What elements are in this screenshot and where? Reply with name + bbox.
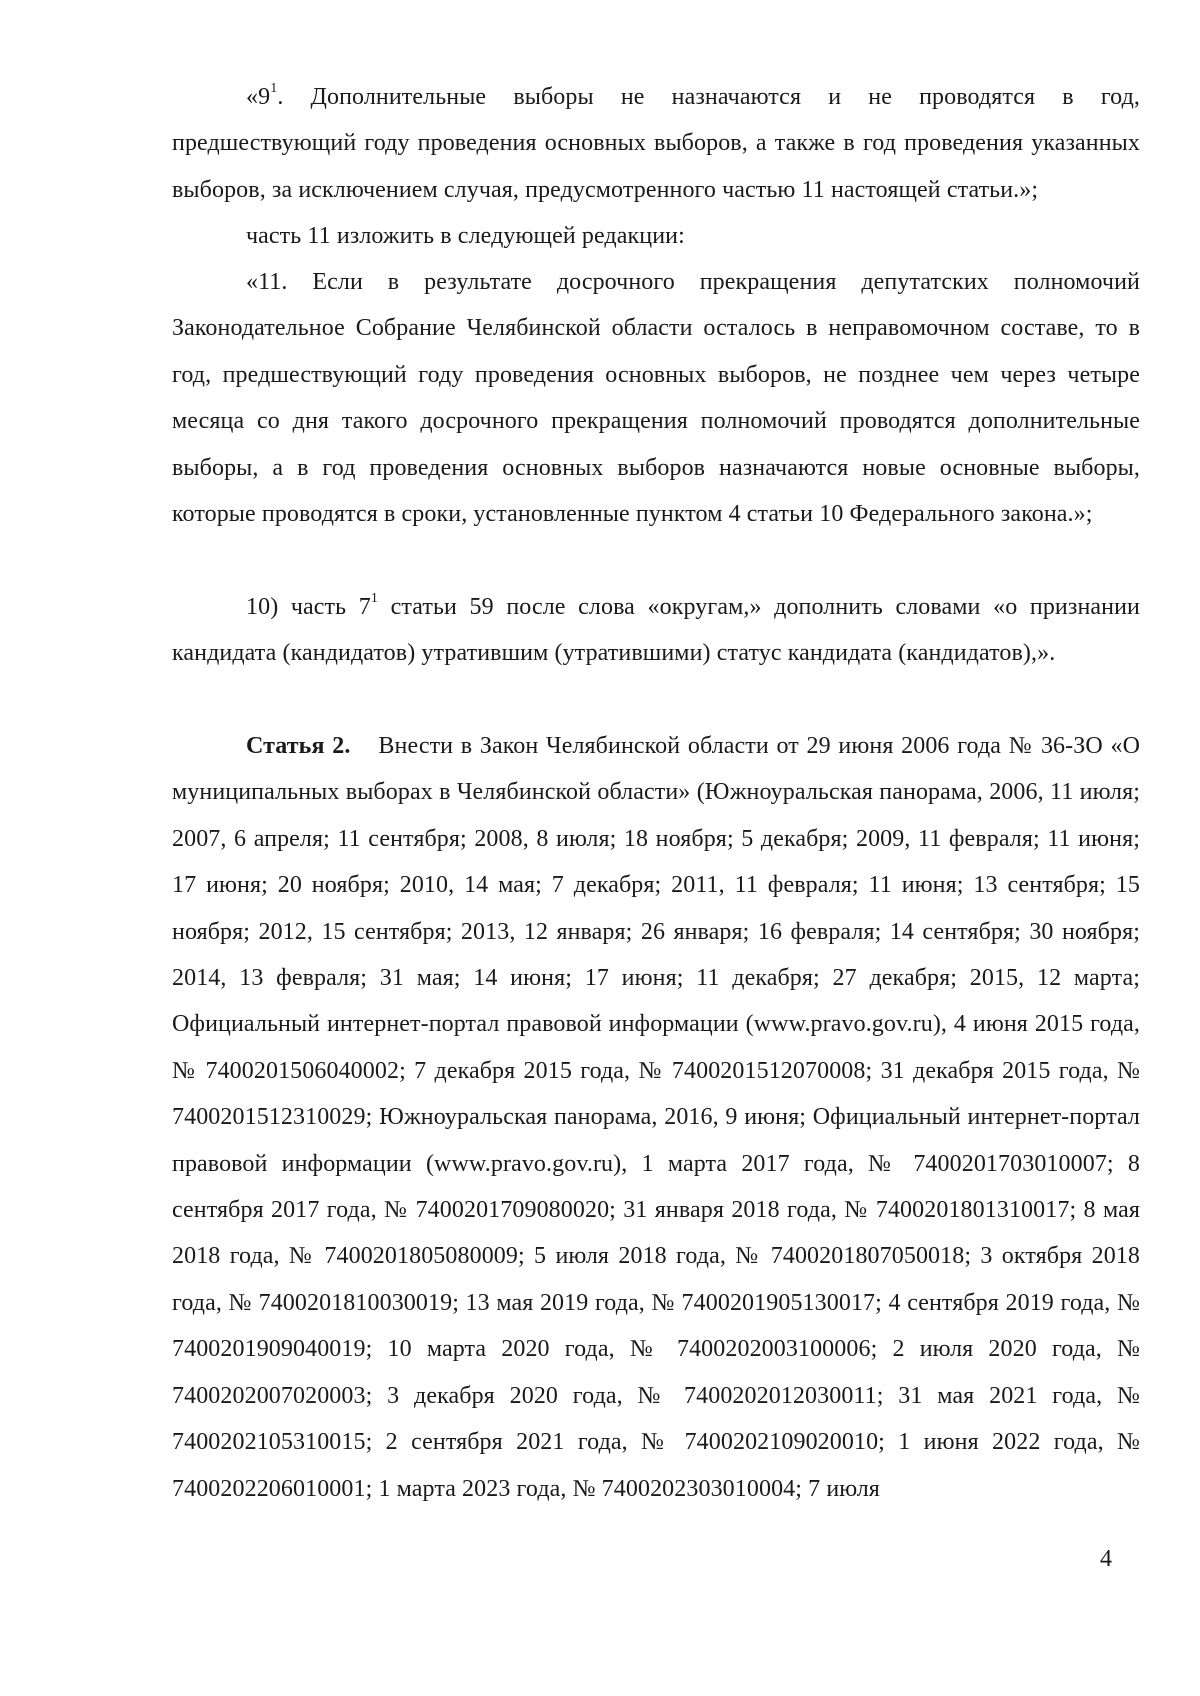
- item-10-after: статьи 59 после слова «округам,» дополнить словами «о признании кандидата (кандидатов) утратившим (утратившими) статус кандидата (кандидатов),».: [172, 594, 1140, 667]
- superscript-1: 1: [270, 81, 278, 96]
- paragraph-part-11-text: «11. Если в результате досрочного прекращения депутатских полномочий Законодательное Собрание Челябинской области осталось в неправомочном составе, то в год, предшествующий году проведения основных выборов, не позднее чем через четыре месяца со дня такого досрочного прекращения полномочий проводятся дополнительные выборы, а в год проведения основных выборов назначаются новые основные выборы, которые проводятся в сроки, установленные пунктом 4 статьи 10 Федерального закона.»;: [172, 269, 1140, 528]
- paragraph-part-9-1: [172, 74, 1140, 213]
- superscript-1: 1: [370, 591, 378, 606]
- article-heading: Статья 2.: [246, 733, 351, 759]
- quote-open-9: «9: [246, 84, 271, 110]
- paragraph-part-11-intro: часть 11 изложить в следующей редакции:: [246, 223, 685, 249]
- paragraph-item-10: [172, 584, 1140, 677]
- item-10-before: 10) часть 7: [246, 594, 371, 620]
- article-2-text: Внести в Закон Челябинской области от 29 июня 2006 года № 36-ЗО «О муниципальных выборах в Челябинской области» (Южноуральская панорама, 2006, 11 июля; 2007, 6 апреля; 11 сентября; 2008, 8 июля; 18 ноября; 5 декабря; 2009, 11 февраля; 11 июня; 17 июня; 20 ноября; 2010, 14 мая; 7 декабря; 2011, 11 февраля; 11 июня; 13 сентября; 15 ноября; 2012, 15 сентября; 2013, 12 января; 26 января; 16 февраля; 14 сентября; 30 ноября; 2014, 13 февраля; 31 мая; 14 июня; 17 июня; 11 декабря; 27 декабря; 2015, 12 марта; Официальный интернет-портал правовой информации (www.pravo.gov.ru), 4 июня 2015 года, № 7400201506040002; 7 декабря 2015 года, № 7400201512070008; 31 декабря 2015 года, № 7400201512310029; Южноуральская панорама, 2016, 9 июня; Официальный интернет-портал правовой информации (www.pravo.gov.ru), 1 марта 2017 года, № 7400201703010007; 8 сентября 2017 года, № 7400201709080020; 31 января 2018 года, № 7400201801310017; 8 мая 2018 года, № 7400201805080009; 5 июля 2018 года, № 7400201807050018; 3 октября 2018 года, № 7400201810030019; 13 мая 2019 года, № 7400201905130017; 4 сентября 2019 года, № 7400201909040019; 10 марта 2020 года, № 7400202003100006; 2 июля 2020 года, № 7400202007020003; 3 декабря 2020 года, № 7400202012030011; 31 мая 2021 года, № 7400202105310015; 2 сентября 2021 года, № 7400202109020010; 1 июня 2022 года, № 7400202206010001; 1 марта 2023 года, № 7400202303010004; 7 июля: [172, 733, 1140, 1502]
- paragraph-text: . Дополнительные выборы не назначаются и не проводятся в год, предшествующий году проведения основных выборов, а также в год проведения указанных выборов, за исключением случая, предусмотренного частью 11 настоящей статьи.»;: [172, 84, 1140, 203]
- page-number: 4: [1100, 1546, 1112, 1572]
- paragraph-article-2: [172, 723, 1140, 1512]
